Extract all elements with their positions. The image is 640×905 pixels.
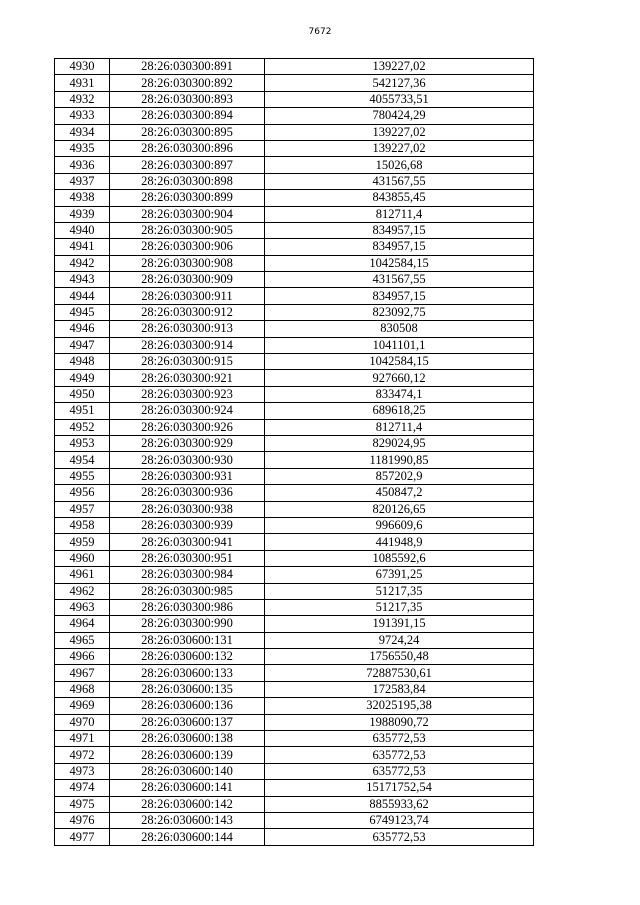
row-number-cell: 4973	[55, 763, 110, 779]
row-number-cell: 4934	[55, 124, 110, 140]
cadastral-value-table	[54, 58, 534, 846]
cadastral-value-cell: 8855933,62	[265, 796, 534, 812]
cadastral-number-cell: 28:26:030300:923	[110, 386, 265, 402]
cadastral-value-cell: 72887530,61	[265, 665, 534, 681]
cadastral-value-cell: 1042584,15	[265, 354, 534, 370]
cadastral-number-cell: 28:26:030300:941	[110, 534, 265, 550]
cadastral-number-cell: 28:26:030300:915	[110, 354, 265, 370]
cadastral-number-cell: 28:26:030300:931	[110, 468, 265, 484]
cadastral-number-cell: 28:26:030600:144	[110, 829, 265, 845]
row-number-cell: 4974	[55, 780, 110, 796]
row-number-cell: 4963	[55, 599, 110, 615]
cadastral-number-cell: 28:26:030300:924	[110, 403, 265, 419]
cadastral-number-cell: 28:26:030600:139	[110, 747, 265, 763]
cadastral-number-cell: 28:26:030600:131	[110, 632, 265, 648]
table-row	[55, 698, 534, 714]
cadastral-value-cell: 172583,84	[265, 681, 534, 697]
row-number-cell: 4950	[55, 386, 110, 402]
row-number-cell: 4958	[55, 517, 110, 533]
table-row	[55, 59, 534, 75]
cadastral-value-cell: 450847,2	[265, 485, 534, 501]
table-row	[55, 714, 534, 730]
row-number-cell: 4942	[55, 255, 110, 271]
table-row	[55, 435, 534, 451]
table-row	[55, 567, 534, 583]
cadastral-number-cell: 28:26:030600:137	[110, 714, 265, 730]
table-row	[55, 517, 534, 533]
cadastral-value-cell: 32025195,38	[265, 698, 534, 714]
row-number-cell: 4957	[55, 501, 110, 517]
table-row	[55, 452, 534, 468]
row-number-cell: 4933	[55, 108, 110, 124]
cadastral-number-cell: 28:26:030300:908	[110, 255, 265, 271]
table-row	[55, 403, 534, 419]
row-number-cell: 4932	[55, 91, 110, 107]
row-number-cell: 4961	[55, 567, 110, 583]
cadastral-value-cell: 927660,12	[265, 370, 534, 386]
row-number-cell: 4939	[55, 206, 110, 222]
cadastral-number-cell: 28:26:030600:135	[110, 681, 265, 697]
cadastral-number-cell: 28:26:030300:936	[110, 485, 265, 501]
cadastral-value-cell: 1988090,72	[265, 714, 534, 730]
table-row	[55, 829, 534, 845]
cadastral-value-cell: 823092,75	[265, 304, 534, 320]
cadastral-number-cell: 28:26:030600:136	[110, 698, 265, 714]
table-row	[55, 190, 534, 206]
table-row	[55, 616, 534, 632]
table-row	[55, 485, 534, 501]
row-number-cell: 4945	[55, 304, 110, 320]
table-row	[55, 649, 534, 665]
cadastral-value-cell: 51217,35	[265, 599, 534, 615]
row-number-cell: 4936	[55, 157, 110, 173]
cadastral-value-cell: 635772,53	[265, 747, 534, 763]
cadastral-value-cell: 833474,1	[265, 386, 534, 402]
cadastral-value-cell: 9724,24	[265, 632, 534, 648]
cadastral-value-cell: 191391,15	[265, 616, 534, 632]
row-number-cell: 4965	[55, 632, 110, 648]
cadastral-value-cell: 51217,35	[265, 583, 534, 599]
table-row	[55, 288, 534, 304]
cadastral-number-cell: 28:26:030300:938	[110, 501, 265, 517]
table-row	[55, 304, 534, 320]
cadastral-value-cell: 830508	[265, 321, 534, 337]
table-row	[55, 337, 534, 353]
row-number-cell: 4976	[55, 812, 110, 828]
table-row	[55, 370, 534, 386]
cadastral-value-cell: 689618,25	[265, 403, 534, 419]
cadastral-value-cell: 635772,53	[265, 763, 534, 779]
cadastral-number-cell: 28:26:030300:899	[110, 190, 265, 206]
row-number-cell: 4935	[55, 140, 110, 156]
row-number-cell: 4944	[55, 288, 110, 304]
row-number-cell: 4940	[55, 222, 110, 238]
row-number-cell: 4937	[55, 173, 110, 189]
table-row	[55, 599, 534, 615]
table-row	[55, 468, 534, 484]
table-row	[55, 206, 534, 222]
table-row	[55, 222, 534, 238]
table-row	[55, 632, 534, 648]
cadastral-number-cell: 28:26:030300:986	[110, 599, 265, 615]
cadastral-value-cell: 1756550,48	[265, 649, 534, 665]
row-number-cell: 4954	[55, 452, 110, 468]
cadastral-value-cell: 15026,68	[265, 157, 534, 173]
row-number-cell: 4962	[55, 583, 110, 599]
cadastral-number-cell: 28:26:030300:905	[110, 222, 265, 238]
table-row	[55, 501, 534, 517]
table-row	[55, 747, 534, 763]
row-number-cell: 4931	[55, 75, 110, 91]
cadastral-value-cell: 780424,29	[265, 108, 534, 124]
row-number-cell: 4975	[55, 796, 110, 812]
table-row	[55, 386, 534, 402]
cadastral-value-cell: 834957,15	[265, 222, 534, 238]
cadastral-number-cell: 28:26:030300:984	[110, 567, 265, 583]
cadastral-number-cell: 28:26:030300:904	[110, 206, 265, 222]
page-number: 7672	[308, 27, 332, 37]
cadastral-value-cell: 1181990,85	[265, 452, 534, 468]
cadastral-number-cell: 28:26:030600:143	[110, 812, 265, 828]
cadastral-number-cell: 28:26:030300:912	[110, 304, 265, 320]
cadastral-value-cell: 67391,25	[265, 567, 534, 583]
cadastral-value-cell: 834957,15	[265, 288, 534, 304]
row-number-cell: 4960	[55, 550, 110, 566]
row-number-cell: 4971	[55, 731, 110, 747]
cadastral-number-cell: 28:26:030300:951	[110, 550, 265, 566]
row-number-cell: 4946	[55, 321, 110, 337]
cadastral-number-cell: 28:26:030300:898	[110, 173, 265, 189]
row-number-cell: 4969	[55, 698, 110, 714]
row-number-cell: 4941	[55, 239, 110, 255]
table-row	[55, 731, 534, 747]
cadastral-value-cell: 857202,9	[265, 468, 534, 484]
row-number-cell: 4955	[55, 468, 110, 484]
cadastral-number-cell: 28:26:030600:138	[110, 731, 265, 747]
table-row	[55, 780, 534, 796]
table-row	[55, 255, 534, 271]
cadastral-number-cell: 28:26:030300:913	[110, 321, 265, 337]
cadastral-value-cell: 431567,55	[265, 272, 534, 288]
cadastral-value-cell: 1041101,1	[265, 337, 534, 353]
table-row	[55, 354, 534, 370]
row-number-cell: 4972	[55, 747, 110, 763]
row-number-cell: 4953	[55, 435, 110, 451]
table-row	[55, 419, 534, 435]
table-row	[55, 534, 534, 550]
cadastral-number-cell: 28:26:030300:896	[110, 140, 265, 156]
cadastral-value-cell: 812711,4	[265, 419, 534, 435]
cadastral-value-cell: 1042584,15	[265, 255, 534, 271]
table-row	[55, 583, 534, 599]
row-number-cell: 4977	[55, 829, 110, 845]
row-number-cell: 4959	[55, 534, 110, 550]
cadastral-value-cell: 996609,6	[265, 517, 534, 533]
cadastral-value-cell: 820126,65	[265, 501, 534, 517]
cadastral-number-cell: 28:26:030300:990	[110, 616, 265, 632]
cadastral-value-cell: 843855,45	[265, 190, 534, 206]
cadastral-number-cell: 28:26:030600:132	[110, 649, 265, 665]
cadastral-value-cell: 635772,53	[265, 829, 534, 845]
cadastral-number-cell: 28:26:030300:921	[110, 370, 265, 386]
row-number-cell: 4956	[55, 485, 110, 501]
row-number-cell: 4938	[55, 190, 110, 206]
cadastral-number-cell: 28:26:030300:939	[110, 517, 265, 533]
cadastral-number-cell: 28:26:030300:911	[110, 288, 265, 304]
cadastral-number-cell: 28:26:030300:893	[110, 91, 265, 107]
table-row	[55, 108, 534, 124]
table-row	[55, 91, 534, 107]
table-row	[55, 157, 534, 173]
cadastral-number-cell: 28:26:030300:892	[110, 75, 265, 91]
row-number-cell: 4964	[55, 616, 110, 632]
table-row	[55, 239, 534, 255]
cadastral-number-cell: 28:26:030300:909	[110, 272, 265, 288]
cadastral-value-cell: 829024,95	[265, 435, 534, 451]
row-number-cell: 4970	[55, 714, 110, 730]
cadastral-number-cell: 28:26:030300:895	[110, 124, 265, 140]
table-row	[55, 796, 534, 812]
table-row	[55, 75, 534, 91]
cadastral-number-cell: 28:26:030300:985	[110, 583, 265, 599]
row-number-cell: 4966	[55, 649, 110, 665]
row-number-cell: 4930	[55, 59, 110, 75]
cadastral-number-cell: 28:26:030300:926	[110, 419, 265, 435]
cadastral-number-cell: 28:26:030600:141	[110, 780, 265, 796]
row-number-cell: 4967	[55, 665, 110, 681]
cadastral-value-cell: 15171752,54	[265, 780, 534, 796]
cadastral-value-cell: 1085592,6	[265, 550, 534, 566]
row-number-cell: 4947	[55, 337, 110, 353]
cadastral-number-cell: 28:26:030600:133	[110, 665, 265, 681]
cadastral-value-cell: 139227,02	[265, 140, 534, 156]
row-number-cell: 4949	[55, 370, 110, 386]
table-row	[55, 124, 534, 140]
cadastral-value-cell: 6749123,74	[265, 812, 534, 828]
table-row	[55, 272, 534, 288]
row-number-cell: 4952	[55, 419, 110, 435]
table-row	[55, 173, 534, 189]
table-row	[55, 763, 534, 779]
row-number-cell: 4948	[55, 354, 110, 370]
row-number-cell: 4951	[55, 403, 110, 419]
table-row	[55, 140, 534, 156]
cadastral-value-cell: 441948,9	[265, 534, 534, 550]
cadastral-number-cell: 28:26:030300:894	[110, 108, 265, 124]
cadastral-value-cell: 542127,36	[265, 75, 534, 91]
cadastral-number-cell: 28:26:030300:906	[110, 239, 265, 255]
table-row	[55, 321, 534, 337]
cadastral-value-cell: 812711,4	[265, 206, 534, 222]
table-row	[55, 812, 534, 828]
cadastral-value-cell: 431567,55	[265, 173, 534, 189]
cadastral-number-cell: 28:26:030300:897	[110, 157, 265, 173]
table-row	[55, 665, 534, 681]
row-number-cell: 4943	[55, 272, 110, 288]
table-row	[55, 681, 534, 697]
cadastral-number-cell: 28:26:030300:929	[110, 435, 265, 451]
row-number-cell: 4968	[55, 681, 110, 697]
cadastral-value-cell: 4055733,51	[265, 91, 534, 107]
cadastral-number-cell: 28:26:030600:142	[110, 796, 265, 812]
cadastral-number-cell: 28:26:030300:914	[110, 337, 265, 353]
cadastral-number-cell: 28:26:030300:891	[110, 59, 265, 75]
cadastral-value-cell: 635772,53	[265, 731, 534, 747]
cadastral-value-cell: 139227,02	[265, 59, 534, 75]
table-row	[55, 550, 534, 566]
cadastral-value-cell: 139227,02	[265, 124, 534, 140]
cadastral-number-cell: 28:26:030600:140	[110, 763, 265, 779]
cadastral-value-cell: 834957,15	[265, 239, 534, 255]
cadastral-number-cell: 28:26:030300:930	[110, 452, 265, 468]
table-body	[55, 59, 534, 846]
